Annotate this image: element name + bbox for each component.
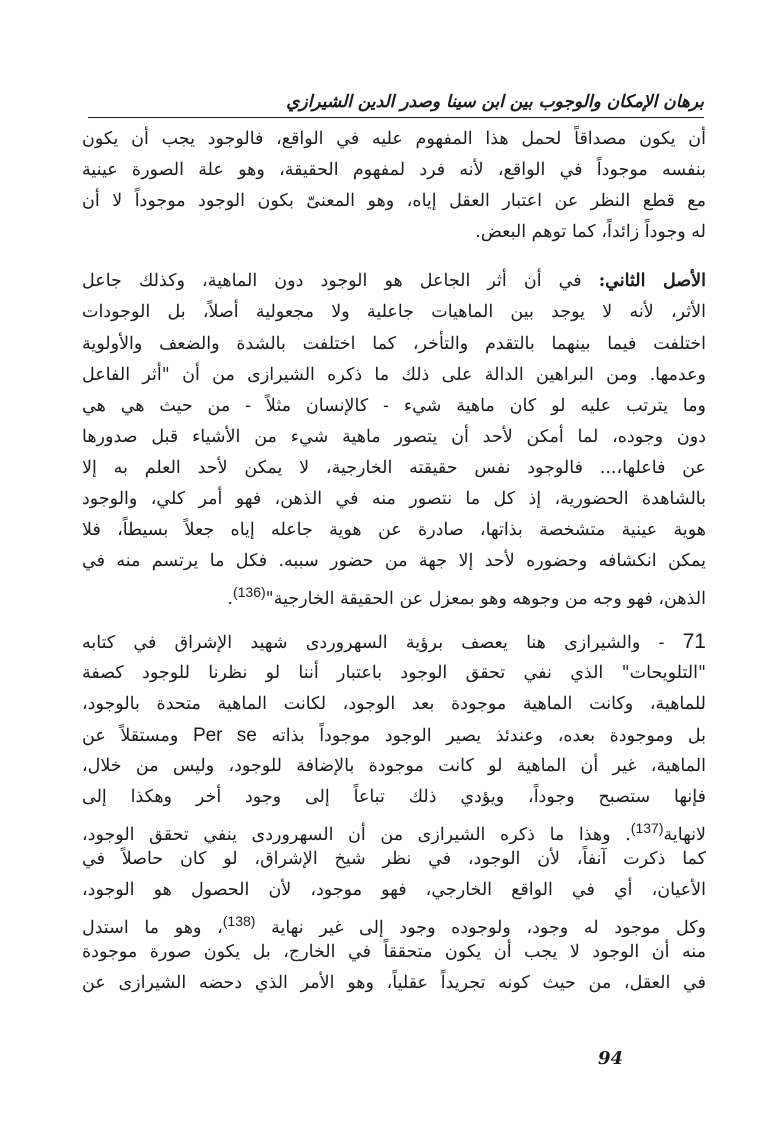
text-run: - والشيرازى هنا يعصف برؤية السهروردى شهيد الإشراق في كتابه [82,633,665,654]
text-line [82,577,706,608]
footnote-ref-136: (136) [232,584,266,601]
text-line: بنفسه موجوداً في الواقع، لأنه فرد لمفهوم الحقيقة، وهو علة الصورة عينية [82,160,706,181]
text-line: وعدمها. ومن البراهين الدالة على ذلك ما ذكره الشيرازى من أن "أثر الفاعل [82,364,706,385]
section-heading: الأصل الثاني: [598,271,706,292]
text-run: وكل موجود له وجود، ولوجوده وجود إلى غير نهاية [271,918,706,938]
text-line [82,906,706,937]
page-body [82,124,706,1000]
text-line: يمكن انكشافه وحضوره لأحد إلا جهة من حضور سببه. فكل ما يرتسم منه في [82,551,706,572]
text-line: كما ذكرت آنفاً، لأن الوجود، في نظر شيخ الإشراق، لو كان حاصلاً في [82,849,706,870]
latin-term: Per se [192,724,257,746]
paragraph-number: 71 [682,630,706,654]
running-header: برهان الإمكان والوجوب بين ابن سينا وصدر الدين الشيرازي [286,92,704,112]
text-run: ، وهو ما استدل [82,918,223,938]
text-line: له وجوداً زائداً، كما توهم البعض. [475,222,706,243]
text-line [82,813,706,844]
text-run: . [227,589,233,609]
text-run: لانهاية [663,824,706,845]
text-line: أن يكون مصداقاً لحمل هذا المفهوم عليه في الواقع، فالوجود يجب أن يكون [82,129,706,149]
footnote-ref-137: (137) [630,819,664,836]
text-run: في أن أثر الجاعل هو الوجود دون الماهية، وكذلك جاعل [82,271,582,292]
paragraph-gap [82,248,706,266]
text-line: دون وجوده، لما أمكن لأحد أن يتصور ماهية شيء من الأشياء قبل صدورها [82,426,706,447]
text-line: منه أن الوجود لا يجب أن يكون متحققاً في الخارج، بل يكون صورة موجودة [82,942,706,963]
text-line: مع قطع النظر عن اعتبار العقل إياه، وهو المعنىّ بكون الوجود موجوداً لا أن [82,191,706,212]
text-run: الذهن، فهو وجه من وجوهه وهو بمعزل عن الحقيقة الخارجية" [265,589,706,609]
text-line: وما يترتب عليه لو كان ماهية شيء - كالإنسان مثلاً - من حيث هي هي [82,395,706,416]
text-run: ومستقلاً عن [82,725,179,746]
text-line: الماهية، غير أن الماهية لو كانت موجودة بالإضافة للوجود، وليس من خلال، [82,755,706,776]
text-line: للماهية، وكانت الماهية موجودة بعد الوجود، لكانت الماهية متحدة بالوجود، [82,693,706,714]
text-run: بل وموجودة بعده، وعندئذ يصير الوجود موجوداً بذاته [271,725,706,746]
footnote-ref-138: (138) [222,913,256,930]
text-line: الأثر، لأنه لا يوجد بين الماهيات جاعلية ولا مجعولية أصلاً، بل الوجودات [82,302,706,323]
text-line [82,266,706,297]
text-line: اختلفت فيما بينهما بالتقدم والتأخر، كما اختلفت بالشدة والضعف والأولوية [82,333,706,354]
text-line [82,626,706,657]
text-line: فإنها ستصبح وجوداً، ويؤدي ذلك تباعاً إلى وجود أخر وهكذا إلى [82,786,706,807]
text-line: الأعيان، أي في الواقع الخارجي، فهو موجود، لأن الحصول هو الوجود، [82,880,706,901]
header-rule [88,117,704,118]
text-run: . وهذا ما ذكره الشيرازى من أن السهروردى ينفي تحقق الوجود، [82,824,631,845]
text-line [82,720,706,751]
text-line: "التلويحات" الذي نفي تحقق الوجود باعتبار أننا لو نظرنا للوجود كصفة [82,662,706,683]
paragraph-gap [82,608,706,626]
text-line: هوية عينية متشخصة بذاتها، صادرة عن هوية جاعله إياه جعلاً بسيطاً، فلا [82,520,706,541]
page-number: 94 [598,1048,624,1069]
text-line: في العقل، من حيث كونه تجريداً عقلياً، وهو الأمر الذي دحضه الشيرازى عن [82,973,706,994]
text-line: بالشاهدة الحضورية، إذ كل ما نتصور منه في الذهن، فهو أمر كلي، والوجود [82,489,706,510]
text-line: عن فاعلها،... فالوجود نفس حقيقته الخارجية، لا يمكن لأحد العلم به إلا [82,457,706,478]
